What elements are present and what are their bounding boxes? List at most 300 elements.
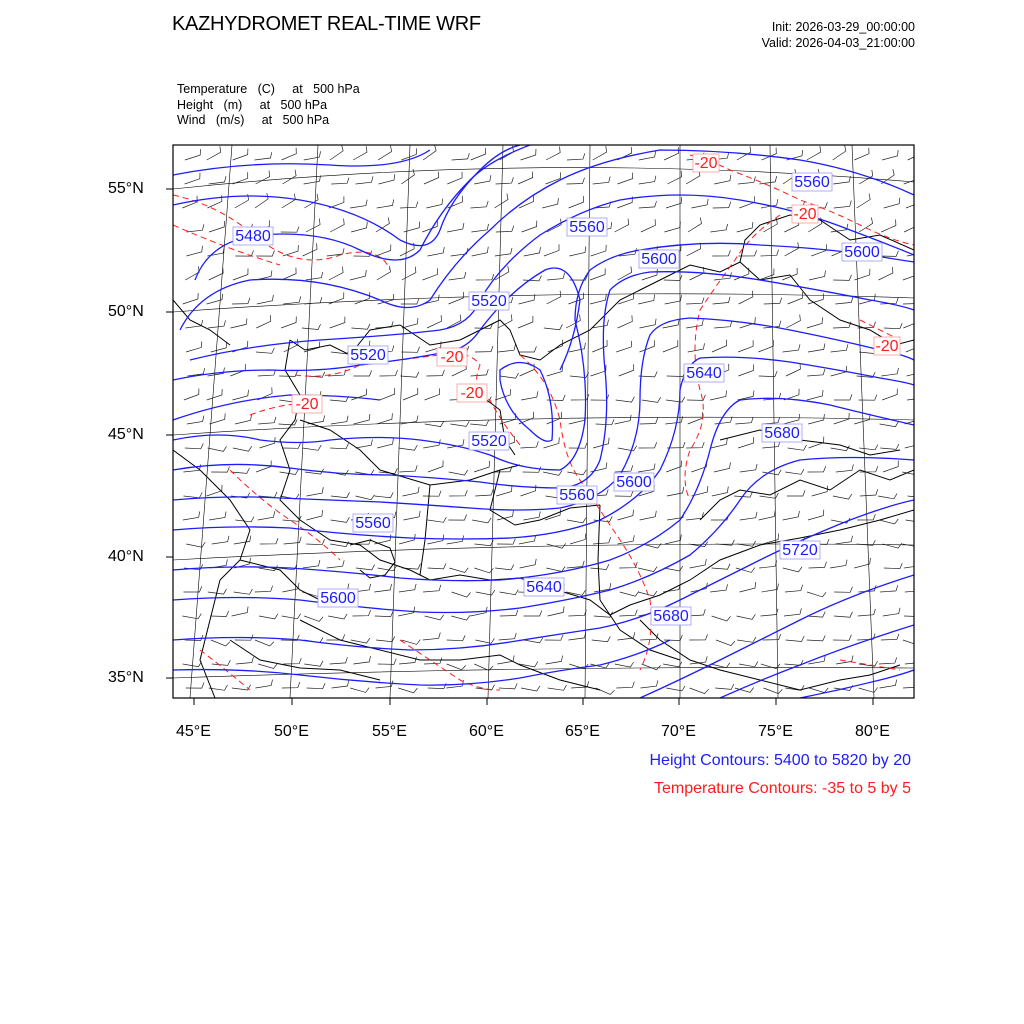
wind-barb: [211, 342, 227, 352]
wind-barb: [304, 342, 320, 353]
height-label: 5520: [350, 347, 386, 364]
wind-barb: [304, 661, 323, 666]
wind-barb: [785, 585, 803, 592]
wind-barb: [688, 218, 702, 233]
wind-barb: [355, 292, 370, 304]
wind-barb: [306, 272, 323, 280]
wind-barb: [836, 465, 854, 473]
wind-barb: [209, 512, 226, 520]
lat-label-35n: 35°N: [108, 669, 144, 686]
wind-barb: [474, 175, 491, 184]
init-time: Init: 2026-03-29_00:00:00: [771, 20, 915, 34]
wind-barb: [759, 371, 777, 377]
wind-barb: [450, 421, 469, 426]
wind-barb: [233, 149, 248, 160]
wind-barb: [475, 540, 494, 545]
wind-barb: [351, 324, 370, 329]
height-label: 5520: [471, 293, 507, 310]
wind-barb: [331, 178, 349, 184]
wind-barb: [354, 370, 372, 376]
wind-barb: [638, 464, 655, 472]
wind-barb: [495, 266, 509, 280]
wind-barb: [833, 275, 851, 281]
wind-barb: [547, 273, 565, 280]
wind-barb: [230, 364, 245, 376]
wind-barb: [282, 443, 300, 449]
wind-barb: [356, 176, 373, 184]
wind-barb: [354, 414, 370, 424]
wind-barb: [377, 200, 394, 209]
wind-barb: [403, 388, 418, 400]
wind-barb: [518, 316, 533, 328]
wind-barb: [812, 486, 828, 496]
wind-barb: [808, 466, 826, 472]
wind-barb: [615, 415, 632, 424]
wind-barb: [185, 320, 202, 328]
wind-barb: [618, 173, 633, 184]
height-label: 5560: [355, 515, 391, 532]
wind-barb: [835, 297, 853, 304]
wind-barb: [566, 590, 585, 595]
wind-barb: [831, 344, 848, 352]
wind-barb: [738, 177, 755, 185]
wind-barb: [857, 514, 875, 520]
wind-barb: [232, 685, 251, 690]
temperature-field-label: Temperature (C) at 500 hPa: [177, 82, 360, 96]
wind-barb: [714, 321, 732, 328]
wind-barb: [328, 614, 347, 619]
wind-barb: [474, 568, 493, 573]
wind-barb: [471, 369, 489, 376]
wind-barb: [449, 272, 466, 280]
wind-barb: [761, 609, 779, 616]
wind-barb: [428, 683, 446, 689]
wind-barb: [522, 221, 537, 232]
wind-barb: [449, 292, 464, 304]
wind-barb: [423, 633, 441, 641]
wind-barb: [475, 489, 493, 496]
wind-barb: [302, 324, 321, 329]
wind-barb: [591, 365, 606, 376]
wind-barb: [836, 656, 853, 665]
wind-barb: [710, 391, 727, 400]
wind-barb: [667, 487, 684, 496]
wind-barb: [259, 614, 278, 619]
wind-barb: [401, 299, 419, 305]
wind-barb: [284, 537, 302, 544]
wind-barb: [690, 559, 707, 568]
wind-barb: [880, 680, 897, 688]
wind-barb: [808, 510, 824, 520]
wind-barb: [642, 397, 661, 402]
wind-barb: [185, 149, 201, 160]
wind-barb: [470, 420, 489, 425]
wind-barb: [330, 317, 345, 328]
wind-barb: [761, 250, 779, 256]
wind-barb: [302, 445, 321, 450]
wind-barb: [232, 390, 248, 400]
wind-barb: [496, 486, 512, 497]
wind-barb: [860, 489, 878, 496]
wind-barb: [784, 389, 799, 400]
wind-barb: [399, 465, 417, 472]
wind-barb: [638, 567, 657, 572]
wind-barb: [329, 267, 343, 280]
wind-barb: [282, 194, 296, 208]
wind-barb: [546, 147, 560, 160]
height-label: 5680: [764, 425, 800, 442]
wind-barb: [231, 319, 248, 329]
wind-barb: [618, 446, 637, 451]
wind-barb: [740, 512, 757, 520]
wind-barb: [879, 267, 893, 280]
wind-barb: [665, 534, 681, 544]
wind-barb: [783, 344, 800, 352]
wind-barb: [471, 201, 489, 208]
wind-barb: [495, 565, 514, 570]
wind-barb: [282, 614, 301, 619]
wind-barb: [356, 495, 375, 500]
wind-barb: [759, 561, 777, 569]
wind-barb: [904, 611, 922, 617]
wind-barb: [712, 564, 731, 570]
wind-barb: [231, 468, 250, 473]
wind-barb: [691, 199, 708, 208]
wind-barb: [255, 680, 272, 688]
wind-barb: [593, 438, 609, 448]
height-label: 5600: [844, 244, 880, 261]
wind-barb: [499, 683, 517, 689]
wind-barb: [857, 194, 871, 208]
wind-barb: [620, 591, 639, 596]
wind-barb: [737, 637, 756, 642]
wind-barb: [688, 412, 703, 424]
wind-barb: [258, 511, 275, 520]
wind-barb: [686, 298, 704, 304]
wind-barb: [619, 610, 637, 616]
wind-barb: [521, 391, 538, 400]
wind-barb: [236, 657, 254, 664]
wind-barb: [260, 538, 278, 544]
wind-barb: [640, 319, 657, 328]
wind-barb: [831, 446, 850, 451]
wind-barb: [593, 537, 611, 544]
wind-barb: [663, 340, 678, 352]
wind-barb: [498, 315, 512, 329]
wind-barb: [376, 218, 390, 233]
wind-barb: [283, 296, 301, 304]
temperature-contour-legend: Temperature Contours: -35 to 5 by 5: [653, 780, 911, 797]
wind-barb: [399, 657, 417, 664]
lon-label-80e: 80°E: [855, 723, 890, 740]
wind-barb: [666, 686, 685, 691]
wind-barb: [546, 656, 563, 664]
height-label: 5720: [782, 542, 818, 559]
wind-barb: [544, 244, 559, 256]
wind-barb: [351, 638, 370, 643]
wind-barb: [908, 147, 922, 160]
wind-barb: [548, 340, 563, 352]
wind-barb: [740, 464, 757, 472]
wind-barb: [762, 148, 777, 160]
map-title: KAZHYDROMET REAL-TIME WRF: [172, 13, 481, 35]
wind-barb: [716, 640, 735, 646]
wind-barb: [639, 176, 656, 184]
wind-barb: [521, 149, 537, 160]
wind-barb: [548, 607, 565, 617]
wind-barb: [403, 487, 420, 496]
wind-barb: [542, 198, 558, 208]
wind-barb: [618, 266, 632, 280]
wind-barb: [880, 251, 898, 257]
wind-barb: [596, 419, 614, 425]
wind-barb: [399, 534, 415, 544]
wind-barb: [186, 246, 202, 256]
wind-barb: [904, 173, 919, 184]
wind-barb: [212, 660, 231, 665]
wind-barb: [570, 533, 586, 544]
wind-barb: [830, 560, 847, 568]
wind-barb: [330, 145, 343, 160]
wind-barb: [351, 222, 367, 232]
wind-barb: [518, 172, 533, 184]
wind-barb: [618, 315, 633, 328]
wind-barb: [570, 372, 589, 377]
wind-barb: [759, 176, 776, 184]
wind-barb: [304, 616, 323, 621]
wind-barb: [447, 172, 462, 184]
wind-barb: [234, 536, 251, 544]
wind-barb: [667, 171, 681, 184]
wind-barb: [307, 487, 324, 496]
wind-barb: [834, 394, 852, 400]
wind-barb: [569, 343, 586, 352]
wind-barb: [859, 395, 877, 401]
wind-barb: [327, 634, 345, 640]
wind-barb: [615, 491, 633, 497]
wind-barb: [640, 634, 658, 641]
wind-barb: [256, 251, 274, 257]
wind-barb: [737, 222, 753, 232]
wind-barb: [306, 510, 322, 520]
wind-barb: [807, 636, 826, 641]
wind-barb: [834, 612, 853, 617]
wind-barb: [282, 148, 297, 160]
wind-barb: [616, 341, 631, 352]
wind-barb: [327, 560, 345, 568]
wind-barb: [640, 511, 657, 520]
height-label: 5520: [471, 433, 507, 450]
wind-barb: [686, 320, 703, 328]
wind-barb: [256, 315, 271, 328]
wind-barb: [689, 634, 707, 640]
wind-barb: [881, 220, 896, 233]
wind-barb: [641, 680, 658, 688]
lat-label-50n: 50°N: [108, 303, 144, 320]
wind-barb: [904, 219, 918, 232]
map-frame: [173, 145, 914, 698]
wind-barb: [547, 291, 561, 304]
wind-barb: [688, 343, 705, 352]
wind-barb: [618, 632, 635, 640]
wind-barb: [784, 608, 801, 616]
wind-barb: [402, 318, 418, 328]
wind-barb: [376, 245, 391, 257]
wind-barb: [306, 539, 324, 545]
wind-barb: [569, 247, 586, 256]
wind-barb: [232, 607, 249, 616]
wind-barb: [186, 341, 202, 352]
wind-barb: [308, 416, 325, 425]
wind-barb: [404, 222, 420, 232]
wind-barb: [233, 269, 248, 281]
wind-barb: [183, 511, 200, 520]
wind-barb: [738, 340, 753, 352]
height-label: 5480: [235, 228, 271, 245]
temperature-label: -20: [694, 155, 718, 172]
wind-barb: [235, 517, 254, 522]
lon-label-65e: 65°E: [565, 723, 600, 740]
height-field-label: Height (m) at 500 hPa: [177, 97, 328, 112]
temperature-contours: [173, 155, 914, 690]
wind-barb: [353, 656, 370, 664]
wind-barb: [548, 685, 567, 690]
wind-barb: [878, 494, 897, 499]
wind-barb: [883, 461, 898, 472]
wind-barb: [379, 174, 395, 184]
wind-barb: [330, 219, 344, 232]
height-contours: [173, 145, 914, 698]
wind-barb: [233, 446, 252, 451]
wind-barb: [903, 681, 921, 688]
wind-barb: [737, 541, 756, 546]
wind-barb: [546, 172, 561, 184]
wind-barb: [258, 664, 277, 669]
wind-barb: [428, 461, 443, 473]
height-label: 5560: [569, 219, 605, 236]
wind-barb: [498, 344, 515, 352]
lon-label-60e: 60°E: [469, 723, 504, 740]
wind-barb: [331, 416, 348, 424]
wind-barb: [566, 315, 580, 328]
wind-barb: [452, 592, 471, 597]
wind-barb: [664, 147, 679, 160]
wind-barb: [184, 389, 199, 401]
wind-barb: [904, 560, 921, 568]
wind-barb: [663, 584, 680, 592]
wind-barb: [809, 271, 826, 280]
wind-barb: [762, 584, 779, 592]
wind-barb: [235, 414, 252, 424]
wind-barb: [783, 414, 799, 424]
wind-barb: [475, 346, 493, 352]
wind-barb: [785, 469, 804, 474]
wind-barb: [207, 485, 222, 496]
graticule: [173, 145, 914, 698]
height-label: 5600: [616, 474, 652, 491]
wind-barb: [664, 635, 682, 641]
wind-barb: [903, 316, 918, 328]
wind-barb: [399, 584, 416, 592]
wind-barb: [616, 682, 634, 688]
wind-barb: [524, 247, 541, 256]
wind-barb: [497, 655, 514, 664]
wind-barb: [377, 413, 393, 424]
wind-barb: [783, 567, 802, 572]
wind-barb: [834, 587, 852, 593]
wind-barb: [590, 294, 606, 304]
wind-barb: [592, 636, 611, 641]
wind-barb: [209, 267, 223, 280]
wind-barb: [713, 297, 731, 304]
wind-barb: [782, 268, 797, 280]
wind-barb: [596, 688, 615, 695]
wind-barb: [908, 493, 927, 498]
wind-barb: [903, 269, 918, 280]
wind-barb: [350, 270, 366, 280]
wind-barb: [710, 584, 727, 592]
wind-barb: [615, 662, 634, 667]
wind-barb: [833, 635, 851, 641]
wind-barb: [500, 373, 519, 378]
wind-barb: [591, 320, 608, 328]
wind-barb: [521, 441, 539, 448]
wind-barb: [543, 471, 562, 476]
wind-barb: [547, 366, 563, 376]
wind-barb: [567, 518, 586, 523]
wind-barb: [424, 172, 439, 184]
wind-barb: [664, 275, 682, 281]
wind-barb: [350, 200, 367, 208]
wind-barb: [425, 388, 440, 400]
wind-barb: [686, 442, 704, 448]
wind-barb: [257, 295, 274, 304]
height-label: 5600: [641, 251, 677, 268]
wind-barb: [472, 518, 491, 523]
wind-barb: [880, 585, 898, 592]
wind-barb: [400, 202, 418, 208]
wind-barb: [758, 340, 773, 352]
wind-barb: [715, 684, 734, 689]
wind-barb: [476, 274, 494, 280]
wind-barb: [428, 563, 446, 569]
wind-barb: [738, 437, 754, 448]
temperature-label: -20: [793, 206, 817, 223]
wind-barb: [833, 176, 850, 184]
wind-barb: [809, 688, 828, 693]
wind-barb: [378, 659, 396, 665]
wind-barb: [472, 247, 489, 256]
wind-barb: [255, 586, 273, 592]
wind-barb: [234, 589, 253, 594]
wind-barb: [283, 245, 299, 256]
wind-barb: [786, 636, 805, 641]
wind-barb: [739, 291, 753, 304]
wind-barb: [905, 413, 921, 424]
height-label: 5640: [526, 579, 562, 596]
wind-barb: [377, 438, 393, 448]
wind-barb: [211, 640, 230, 646]
wind-barb: [447, 223, 464, 232]
wind-barb: [854, 148, 869, 160]
wind-barb: [884, 323, 902, 329]
wind-barb: [187, 224, 204, 232]
lon-label-45e: 45°E: [176, 723, 211, 740]
wind-barb: [303, 560, 320, 568]
wind-barb: [835, 536, 852, 544]
wind-barb: [667, 371, 685, 377]
wind-barb: [712, 250, 730, 256]
